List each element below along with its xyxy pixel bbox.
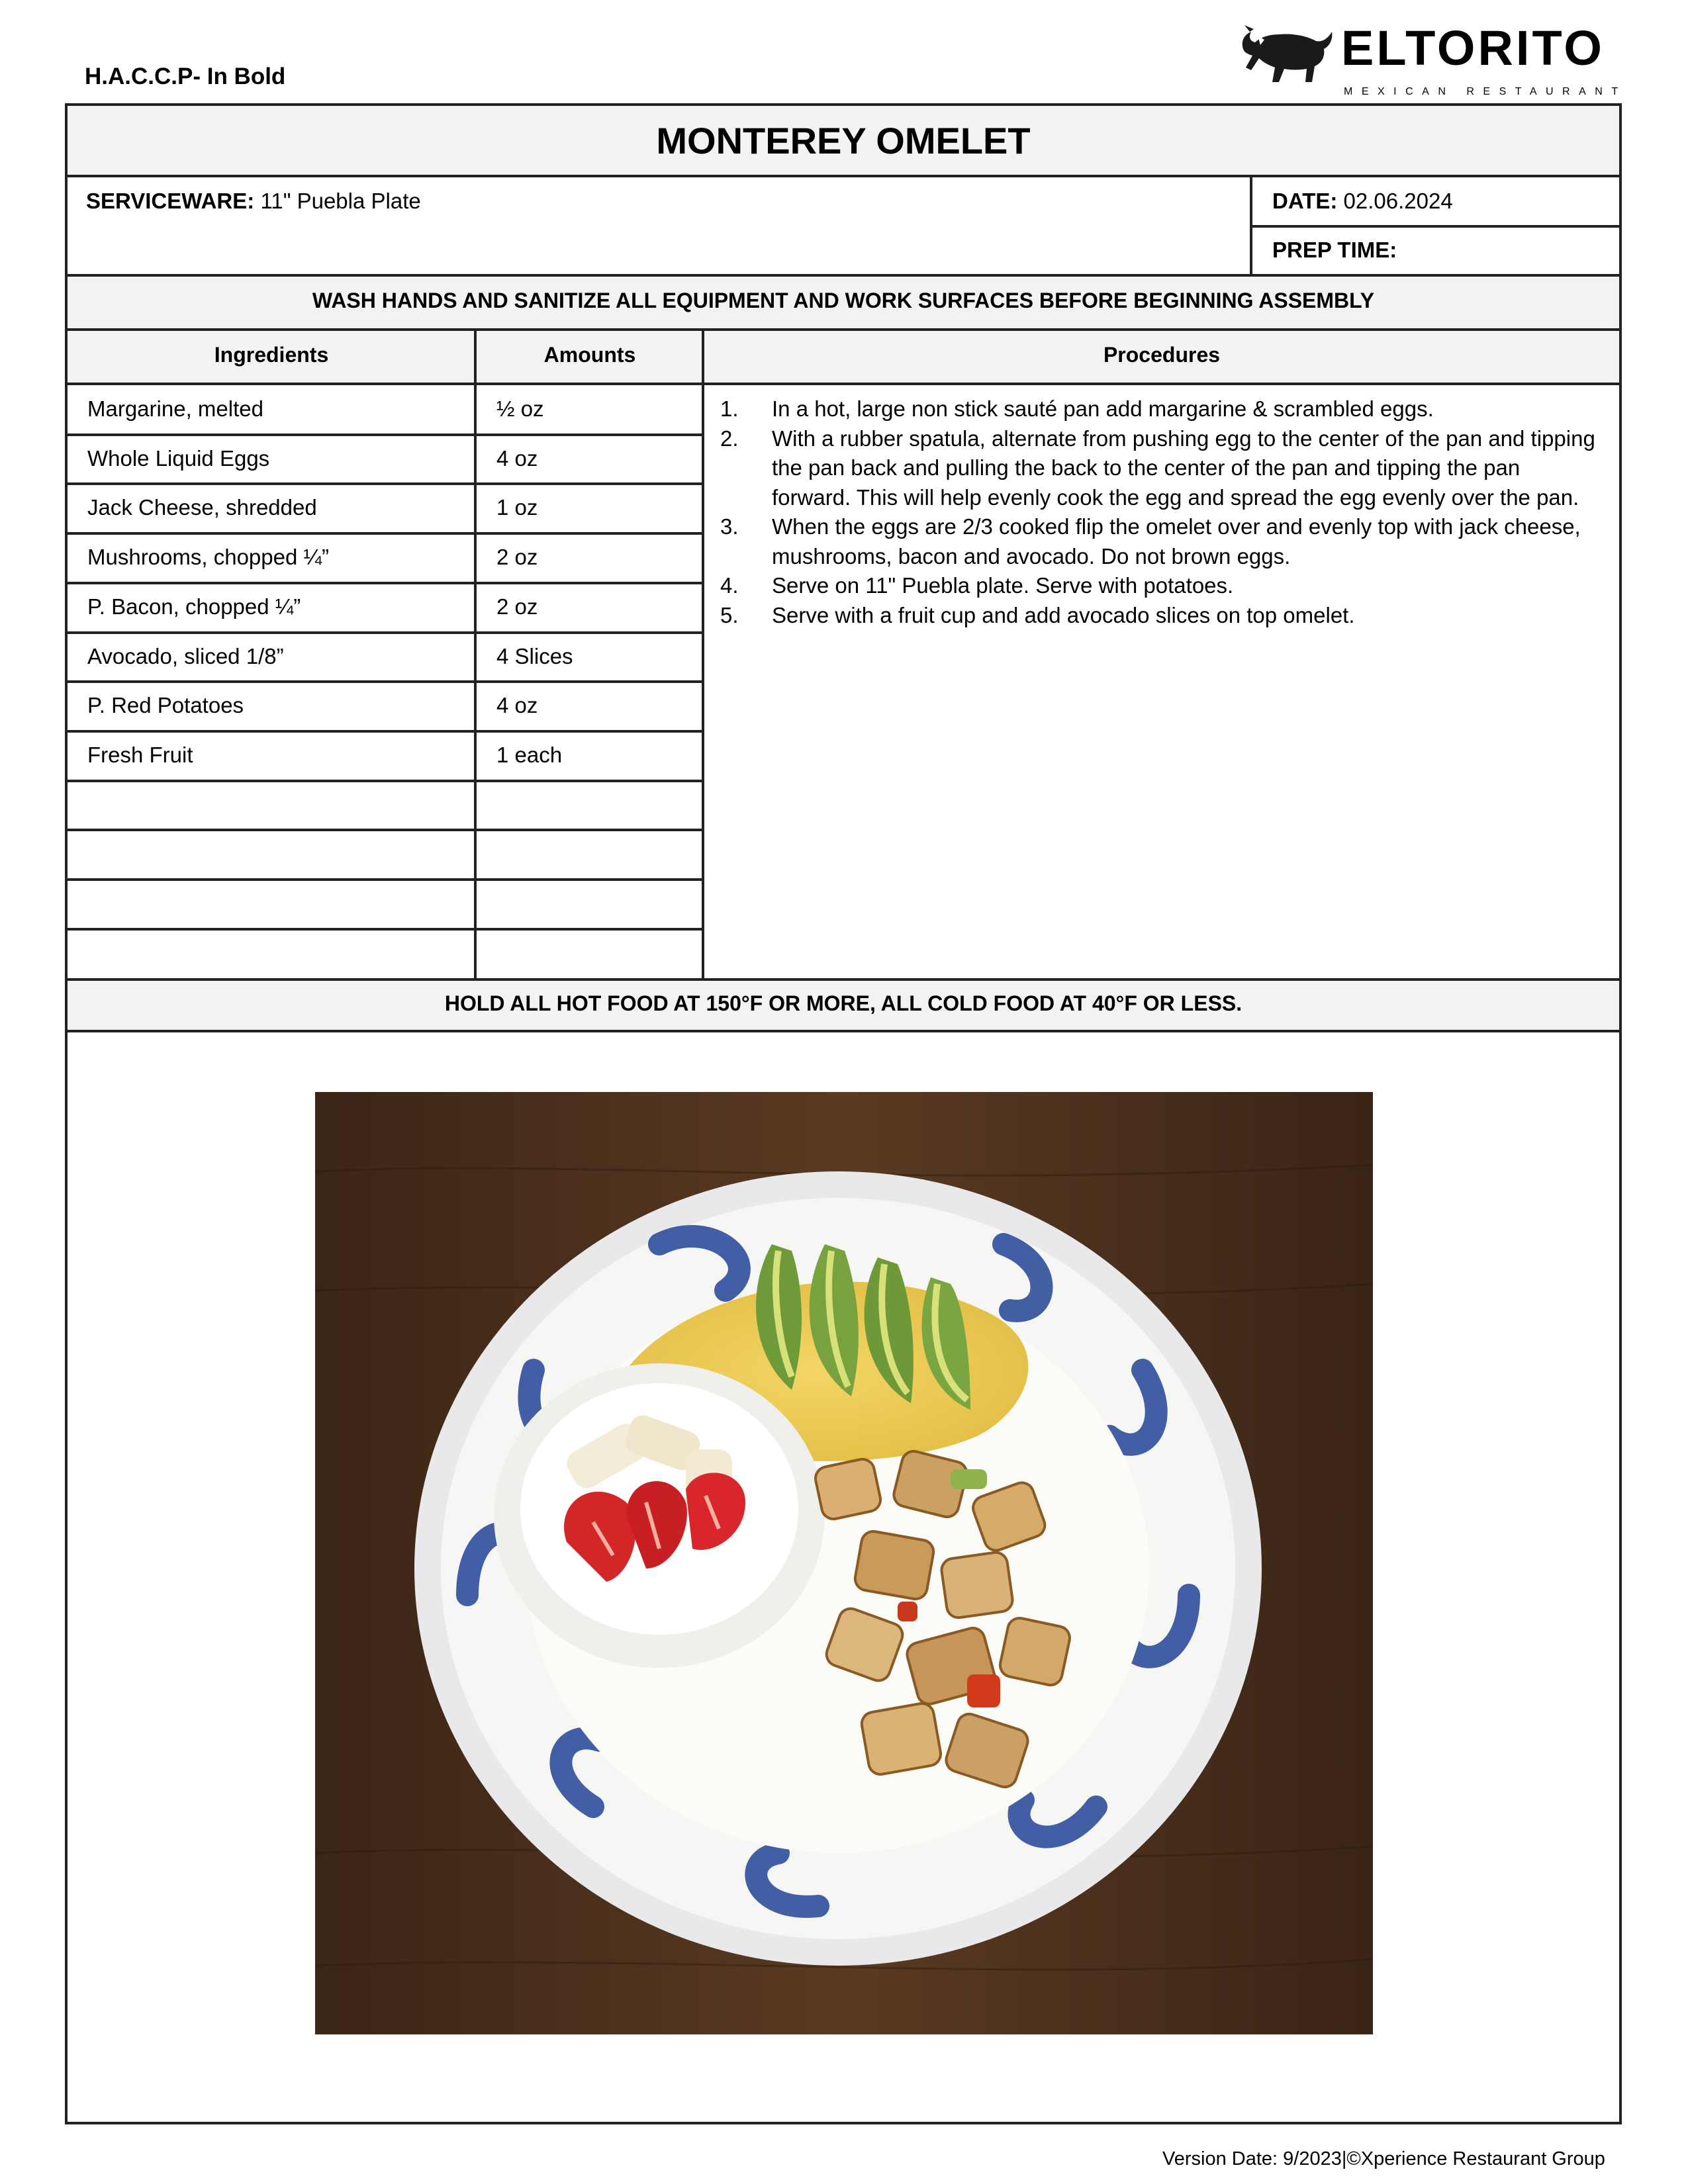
- row-divider: [68, 433, 703, 436]
- row-divider: [68, 631, 703, 634]
- ingredients-header: Ingredients: [214, 343, 329, 367]
- serviceware-field: [86, 188, 421, 214]
- amounts-header: Amounts: [543, 343, 636, 367]
- date-label: DATE:: [1272, 189, 1338, 213]
- ingredient-name: Fresh Fruit: [87, 742, 193, 767]
- brand-tagline: MEXICAN RESTAURANT: [1344, 86, 1627, 97]
- divider: [702, 330, 704, 979]
- el-torito-logo: [1238, 21, 1628, 97]
- ingredient-amount: 4 Slices: [496, 643, 573, 668]
- procedure-step: 4. Serve on 11" Puebla plate. Serve with potatoes.: [720, 573, 1234, 598]
- ingredient-amount: 4 oz: [496, 693, 538, 718]
- ingredient-name: P. Red Potatoes: [87, 693, 244, 718]
- ingredient-amount: 1 each: [496, 742, 563, 767]
- dish-photo: [315, 1092, 1373, 2034]
- row-divider: [68, 928, 703, 931]
- divider: [68, 1030, 1619, 1032]
- procedures-list: [720, 394, 1601, 630]
- ingredient-amount: ½ oz: [496, 396, 544, 421]
- procedure-step: 5. Serve with a fruit cup and add avocado slices on top omelet.: [720, 602, 1355, 627]
- brand-name: ELTORITO: [1341, 21, 1605, 75]
- ingredient-name: Mushrooms, chopped ¼”: [87, 545, 330, 570]
- row-divider: [68, 680, 703, 683]
- ingredient-amount: 2 oz: [496, 594, 538, 619]
- date-field: [1272, 188, 1453, 214]
- prep-time-label: PREP TIME:: [1272, 238, 1397, 262]
- date-value: 02.06.2024: [1343, 189, 1453, 213]
- procedure-step: 1. In a hot, large non stick sauté pan add margarine & scrambled eggs.: [720, 396, 1434, 421]
- bull-icon: [1238, 23, 1337, 85]
- divider: [1250, 225, 1619, 228]
- prep-time-field: [1272, 237, 1397, 263]
- row-divider: [68, 829, 703, 831]
- serviceware-label: SERVICEWARE:: [86, 189, 255, 213]
- ingredient-amount: 4 oz: [496, 445, 538, 471]
- serviceware-value: 11" Puebla Plate: [260, 189, 421, 213]
- ingredient-name: Margarine, melted: [87, 396, 263, 421]
- divider: [474, 330, 477, 979]
- row-divider: [68, 878, 703, 881]
- procedure-step: 2. With a rubber spatula, alternate from pushing egg to the center of the pan and tipping the pan back and pulling the back to the center of the pan and tipping the pan forward. This will help evenly cook the egg and spread the egg evenly over the pan.: [720, 426, 1595, 510]
- row-divider: [68, 532, 703, 535]
- hold-notice: HOLD ALL HOT FOOD AT 150°F OR MORE, ALL COLD FOOD AT 40°F OR LESS.: [444, 991, 1243, 1015]
- procedures-header: Procedures: [1103, 343, 1221, 367]
- recipe-title: MONTEREY OMELET: [656, 119, 1031, 161]
- row-divider: [68, 582, 703, 584]
- procedure-step: 3. When the eggs are 2/3 cooked flip the omelet over and evenly top with jack cheese, mushrooms, bacon and avocado. Do not brown eggs.: [720, 514, 1581, 569]
- ingredient-name: P. Bacon, chopped ¼”: [87, 594, 301, 619]
- version-footer: Version Date: 9/2023|©Xperience Restaurant Group: [1162, 2148, 1605, 2169]
- ingredient-name: Jack Cheese, shredded: [87, 495, 317, 520]
- divider: [68, 383, 1619, 385]
- wash-notice: WASH HANDS AND SANITIZE ALL EQUIPMENT AND WORK SURFACES BEFORE BEGINNING ASSEMBLY: [312, 289, 1375, 312]
- haccp-note: H.A.C.C.P- In Bold: [85, 64, 286, 89]
- row-divider: [68, 780, 703, 782]
- row-divider: [68, 730, 703, 733]
- row-divider: [68, 482, 703, 485]
- ingredient-amount: 2 oz: [496, 545, 538, 570]
- ingredient-amount: 1 oz: [496, 495, 538, 520]
- ingredient-name: Whole Liquid Eggs: [87, 445, 270, 471]
- ingredient-name: Avocado, sliced 1/8”: [87, 643, 284, 668]
- divider: [68, 175, 1619, 177]
